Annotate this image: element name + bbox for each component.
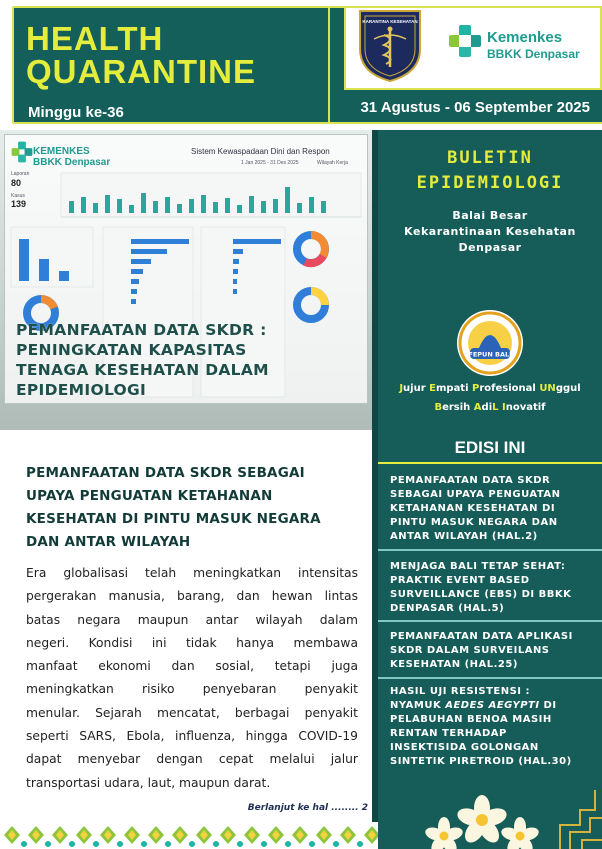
kemenkes-brand-unit: BBKK Denpasar (487, 47, 580, 61)
article-title-line2: UPAYA PENGUATAN KETAHANAN (26, 488, 273, 504)
toc-item-4-line: RENTAN TERHADAP (390, 728, 507, 739)
toc-item-4-line: SINTETIK PIRETROID (HAL.30) (390, 756, 572, 767)
dashboard-stat2-value: 139 (11, 199, 27, 209)
toc-item-4-line: PELABUHAN BENOA MASIH (390, 714, 552, 725)
dashboard-brand-line2: BBKK Denpasar (33, 157, 111, 168)
toc-item-2-line: DENPASAR (HAL.5) (390, 603, 505, 614)
cover-headline-line2: PENINGKATAN KAPASITAS (16, 341, 247, 359)
toc-item-3-line: PEMANFAATAN DATA APLIKASI (390, 631, 573, 642)
dashboard-date-range: 1 Jan 2025 - 31 Des 2025 (241, 160, 299, 166)
article-body-line: dapat menyebar dengan cepat melalui jalur (26, 752, 358, 767)
article-title-line4: DAN ANTAR WILAYAH (26, 534, 191, 550)
svg-text:KARANTINA KESEHATAN: KARANTINA KESEHATAN (362, 19, 418, 24)
kemenkes-brand-name: Kemenkes (487, 29, 563, 46)
date-range: 31 Agustus - 06 September 2025 (360, 99, 590, 116)
publisher-name (382, 208, 598, 256)
article-body-line: negeri. Kondisi ini tidak hanya membawa (26, 635, 358, 650)
toc-separator (378, 620, 602, 622)
value-word-unggul: ggul (555, 383, 581, 394)
toc-item-1-line: ANTAR WILAYAH (HAL.2) (390, 531, 538, 542)
week-label: Minggu ke-36 (28, 104, 124, 121)
dashboard-brand-line1: KEMENKES (33, 146, 90, 157)
publication-title (26, 22, 326, 88)
article-body (26, 562, 358, 795)
article-title-line3: KESEHATAN DI PINTU MASUK NEGARA (26, 511, 321, 527)
balinese-pattern-border (0, 822, 378, 849)
publisher-line2: Kekarantinaan Kesehatan (404, 225, 576, 238)
value-letter-a: A (473, 402, 482, 413)
bulletin-title-line2: EPIDEMIOLOGI (416, 173, 564, 193)
edition-heading: EDISI INI (454, 438, 526, 457)
dashboard-title: Sistem Kewaspadaan Dini dan Respon (191, 147, 330, 156)
toc-item-1-line: SEBAGAI UPAYA PENGUATAN (390, 489, 561, 500)
bulletin-title (378, 146, 602, 196)
dashboard-region: Wilayah Kerja (317, 160, 348, 166)
value-word-bersih: ersih (442, 402, 474, 413)
dashboard-stat2-label: Kasus (11, 193, 25, 199)
toc-item-1[interactable] (378, 474, 602, 544)
toc-item-2-line: PRAKTIK EVENT BASED (390, 575, 530, 586)
publisher-line1: Balai Besar (452, 209, 528, 222)
continue-link[interactable]: Berlanjut ke hal ........ 2 (247, 803, 368, 813)
toc-item-4-line (390, 699, 596, 713)
article-body-line: meningkatkan risiko penyebaran penyakit (26, 682, 358, 697)
publication-title-line1: HEALTH (26, 20, 164, 57)
article-body-line: transportasi udara, laut, maupun darat. (26, 775, 271, 790)
edition-heading-rule (378, 462, 602, 464)
article-body-line: batas negara maupun antar wilayah dalam (26, 612, 358, 627)
article-title-line1: PEMANFAATAN DATA SKDR SEBAGAI (26, 465, 305, 481)
toc-item-4-line: HASIL UJI RESISTENSI : (390, 686, 531, 697)
cover-hero (0, 130, 378, 430)
weekly-bar-chart (61, 173, 361, 217)
article-body-line: menular. Sejarah mencatat, berbagai penyakit (26, 705, 358, 720)
toc-item-2[interactable] (378, 560, 602, 616)
cover-headline-line4: EPIDEMIOLOGI (16, 381, 147, 399)
toc-item-3-line: KESEHATAN (HAL.25) (390, 659, 518, 670)
dashboard-stat1-label: Laporan (11, 171, 30, 177)
toc-item-2-line: MENJAGA BALI TETAP SEHAT: (390, 561, 566, 572)
svg-text:FEPUN BALI: FEPUN BALI (468, 350, 512, 359)
article-body-line: manfaat ekonomi dan sosial, tetapi juga (26, 659, 358, 674)
age-donut-chart (297, 235, 325, 263)
article-body-line: pergerakan manusia, barang, dan hewan lintas (26, 589, 358, 604)
article-body-line: seperti SARS, Ebola, influenza, hingga COVID-19 (26, 729, 358, 744)
region-bar-chart (11, 227, 93, 287)
cover-headline-line3: TENAGA KESEHATAN DALAM (16, 361, 269, 379)
value-letter-un: UN (539, 383, 556, 394)
masthead (0, 0, 602, 130)
toc-separator (378, 549, 602, 551)
toc-item-4-text: DI (539, 700, 557, 711)
toc-item-2-line: SURVEILLANCE (EBS) DI BBKK (390, 589, 572, 600)
value-letter-l: L (492, 402, 499, 413)
publisher-line3: Denpasar (458, 241, 522, 254)
value-letter-j: J (399, 383, 404, 394)
toc-item-1-line: PEMANFAATAN DATA SKDR (390, 475, 551, 486)
kemenkes-logo-icon (448, 24, 482, 58)
toc-item-4-species: AEDES AEGYPTI (445, 700, 540, 711)
value-letter-p: P (472, 383, 480, 394)
dashboard-stat1-value: 80 (11, 178, 22, 188)
value-word-empati: mpati (435, 383, 472, 394)
toc-item-4-text: NYAMUK (390, 700, 446, 711)
toc-item-1-line: KETAHANAN KESEHATAN DI (390, 503, 556, 514)
toc-item-4[interactable] (378, 685, 602, 769)
value-letter-b: B (434, 402, 443, 413)
value-letter-i: I (501, 402, 506, 413)
fepun-bali-logo (455, 308, 525, 378)
toc-item-3-line: SKDR DALAM SURVEILANS (390, 645, 550, 656)
toc-item-1-line: PINTU MASUK NEGARA DAN (390, 517, 558, 528)
bulletin-title-line1: BULETIN (447, 148, 533, 168)
cover-headline (16, 320, 366, 400)
value-word-inovatif: novatif (505, 402, 546, 413)
value-word-profesional: rofesional (479, 383, 540, 394)
value-letter-e: E (429, 383, 436, 394)
value-word-jujur: ujur (403, 383, 430, 394)
toc-item-3[interactable] (378, 630, 602, 672)
article-title (26, 462, 356, 554)
gender-donut-chart (297, 291, 325, 319)
masthead-title-panel (12, 6, 330, 124)
karantina-kesehatan-seal-logo (354, 9, 426, 83)
publication-title-line2: QUARANTINE (26, 53, 256, 90)
core-values-line2 (378, 402, 602, 413)
frangipani-flowers-decoration (420, 770, 602, 849)
toc-item-4-line: INSEKTISIDA GOLONGAN (390, 742, 539, 753)
core-values-line1 (378, 383, 602, 394)
toc-separator (378, 677, 602, 679)
article-body-line: Era globalisasi telah meningkatkan intensitas (26, 566, 358, 580)
value-word-adil: di (481, 402, 493, 413)
cover-headline-line1: PEMANFAATAN DATA SKDR : (16, 321, 267, 339)
